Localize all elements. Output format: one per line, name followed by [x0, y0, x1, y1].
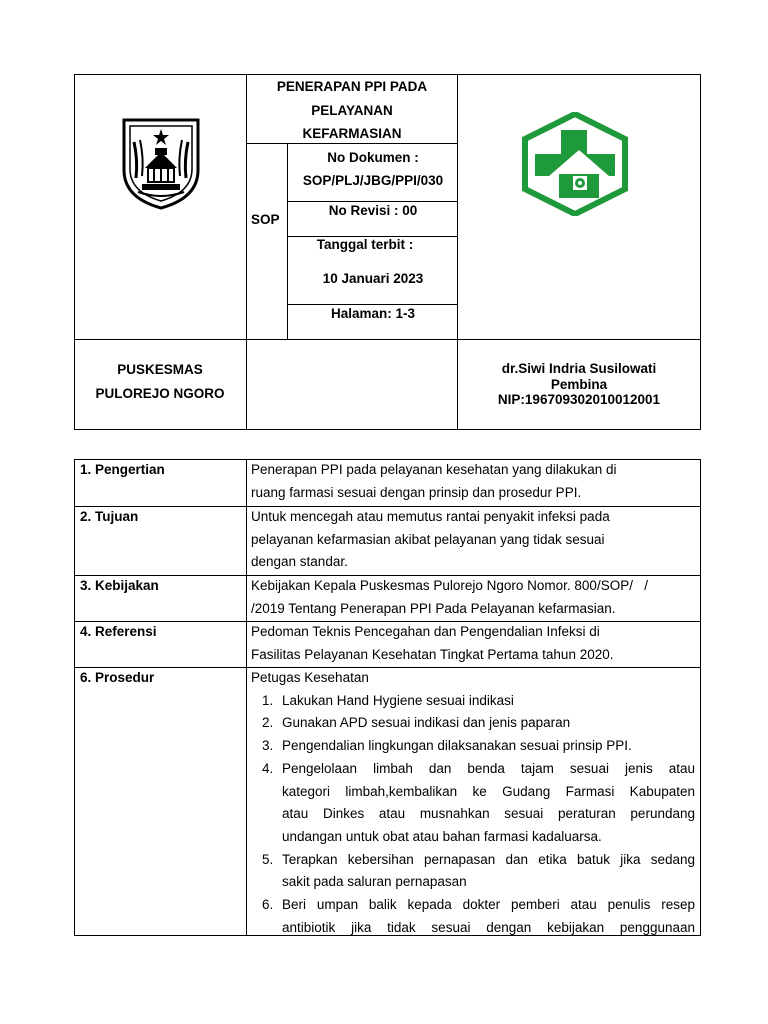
step-line: Pengelolaan limbah dan benda tajam sesuai jenis atau — [282, 760, 695, 776]
step-number: 3. — [262, 738, 274, 754]
step-line: undangan untuk obat atau bahan farmasi kadaluarsa. — [282, 828, 602, 844]
doc-number — [288, 146, 458, 192]
row-text-tujuan — [251, 506, 695, 574]
document-title — [246, 75, 458, 146]
revision-number: No Revisi : 00 — [328, 203, 418, 218]
procedure-intro: Petugas Kesehatan — [251, 670, 369, 685]
signer-block — [458, 361, 700, 408]
doc-number-label: No Dokumen : — [327, 150, 419, 165]
text-line: Pedoman Teknis Pencegahan dan Pengendalian Infeksi di — [251, 624, 600, 639]
step-line: kategori limbah,kembalikan ke Gudang Farmasi Kabupaten — [282, 783, 695, 799]
page-count: Halaman: 1-3 — [330, 306, 416, 321]
procedure-step — [251, 712, 695, 735]
organization-line: PUSKESMAS — [117, 362, 203, 377]
row-text-pengertian — [251, 459, 695, 504]
row-label-prosedur: 6. Prosedur — [80, 670, 155, 685]
regional-emblem-logo — [118, 112, 204, 210]
text-line: /2019 Tentang Penerapan PPI Pada Pelayanan kefarmasian. — [251, 600, 616, 616]
step-number: 4. — [262, 760, 274, 776]
text-line: Penerapan PPI pada pelayanan kesehatan yang dilakukan di — [251, 462, 617, 477]
step-number: 2. — [262, 715, 274, 731]
row-label-referensi: 4. Referensi — [80, 624, 157, 639]
procedure-step — [251, 849, 695, 894]
row-label-pengertian: 1. Pengertian — [80, 462, 165, 477]
step-line: Pengendalian lingkungan dilaksanakan sesuai prinsip PPI. — [282, 738, 632, 754]
step-line: antibiotik jika tidak sesuai dengan kebijakan penggunaan — [282, 919, 695, 935]
step-line: Terapkan kebersihan pernapasan dan etika batuk jika sedang — [282, 851, 695, 867]
title-line: PELAYANAN — [311, 102, 393, 118]
text-line: Kebijakan Kepala Puskesmas Pulorejo Ngoro Nomor. 800/SOP/ / — [251, 578, 648, 593]
step-line: Gunakan APD sesuai indikasi dan jenis paparan — [282, 715, 571, 731]
signer-name: dr.Siwi Indria Susilowati — [501, 361, 657, 376]
procedure-step — [251, 894, 695, 935]
sop-label: SOP — [251, 212, 280, 227]
text-line: pelayanan kefarmasian akibat pelayanan yang tidak sesuai — [251, 531, 605, 547]
organization-name — [74, 358, 246, 405]
step-line: Lakukan Hand Hygiene sesuai indikasi — [282, 692, 514, 708]
text-line: Untuk mencegah atau memutus rantai penyakit infeksi pada — [251, 509, 610, 524]
row-label-tujuan: 2. Tujuan — [80, 509, 139, 524]
text-line: ruang farmasi sesuai dengan prinsip dan prosedur PPI. — [251, 484, 582, 500]
row-text-kebijakan — [251, 575, 695, 620]
step-line: atau Dinkes atau musnahkan sesuai peraturan perundang — [282, 806, 695, 822]
signer-role: Pembina — [550, 376, 608, 392]
puskesmas-logo — [521, 112, 629, 216]
step-number: 6. — [262, 897, 274, 913]
step-number: 5. — [262, 851, 274, 867]
title-line: PENERAPAN PPI PADA — [276, 79, 428, 94]
row-text-prosedur — [251, 667, 695, 935]
step-line: sakit pada saluran pernapasan — [282, 874, 467, 890]
issue-date-label: Tanggal terbit : — [316, 237, 414, 252]
signer-nip: NIP:196709302010012001 — [497, 392, 661, 407]
text-line: dengan standar. — [251, 554, 348, 570]
step-line: Beri umpan balik kepada dokter pemberi atau penulis resep — [282, 897, 695, 913]
row-label-kebijakan: 3. Kebijakan — [80, 578, 159, 593]
text-line: Fasilitas Pelayanan Kesehatan Tingkat Pertama tahun 2020. — [251, 646, 614, 662]
step-number: 1. — [262, 692, 274, 708]
procedure-step — [251, 758, 695, 849]
doc-number-value: SOP/PLJ/JBG/PPI/030 — [302, 173, 444, 188]
procedure-steps — [251, 690, 695, 935]
issue-date: 10 Januari 2023 — [322, 271, 424, 286]
organization-line: PULOREJO NGORO — [95, 385, 225, 401]
row-text-referensi — [251, 621, 695, 666]
procedure-step — [251, 690, 695, 713]
procedure-step — [251, 735, 695, 758]
title-line: KEFARMASIAN — [302, 126, 402, 141]
